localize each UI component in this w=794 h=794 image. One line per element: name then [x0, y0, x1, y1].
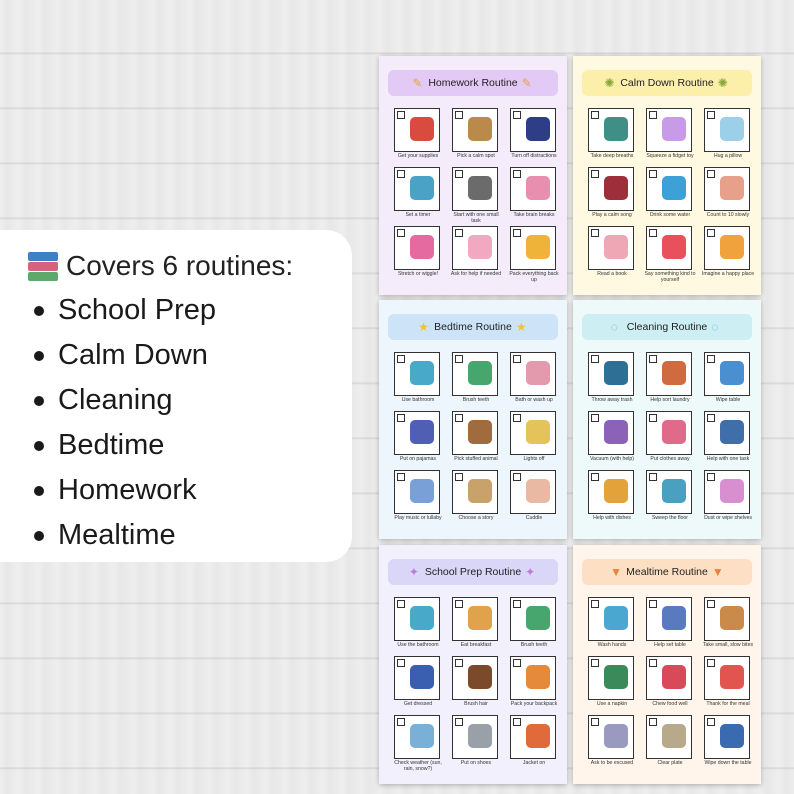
task-illustration [468, 235, 492, 259]
task-card [704, 656, 750, 707]
task-label: Set a timer [405, 212, 431, 218]
task-card [510, 411, 556, 462]
task-grid [394, 108, 559, 283]
task-checkbox[interactable] [455, 170, 463, 178]
task-grid [394, 352, 556, 521]
task-illustration [720, 479, 744, 503]
sheet-title-text: Cleaning Routine [626, 321, 708, 333]
task-card [394, 352, 440, 403]
task-checkbox[interactable] [455, 473, 463, 481]
task-illustration [604, 724, 628, 748]
task-card [702, 597, 754, 648]
task-label: Choose a story [458, 515, 494, 521]
task-illustration [720, 235, 744, 259]
task-illustration [468, 606, 492, 630]
task-illustration [662, 361, 686, 385]
sheet-title [582, 559, 752, 585]
routine-sheet [379, 545, 567, 784]
task-checkbox[interactable] [397, 600, 405, 608]
carrot-icon: ▼ [610, 565, 623, 579]
sheet-title [582, 314, 752, 340]
task-card [588, 226, 634, 277]
task-card [646, 597, 692, 648]
task-label: Drink some water [649, 212, 691, 218]
task-label: Use bathroom [401, 397, 435, 403]
task-card [701, 226, 755, 277]
task-card [588, 470, 634, 521]
routine-label: Homework [58, 474, 197, 506]
task-label: Cuddle [525, 515, 543, 521]
task-illustration [410, 479, 434, 503]
task-card [588, 715, 634, 766]
task-card [510, 167, 556, 218]
routine-sheet [573, 56, 761, 295]
task-checkbox[interactable] [591, 355, 599, 363]
task-card [646, 470, 692, 521]
routine-list [30, 288, 216, 558]
bullet-icon [34, 306, 44, 316]
task-illustration [468, 479, 492, 503]
task-checkbox[interactable] [397, 659, 405, 667]
task-card [452, 656, 498, 707]
task-illustration [410, 176, 434, 200]
task-checkbox[interactable] [397, 718, 405, 726]
task-checkbox[interactable] [513, 355, 521, 363]
routine-label: Bedtime [58, 429, 165, 461]
routine-sheet [379, 300, 567, 539]
task-label: Hug a pillow [713, 153, 743, 159]
headline [28, 250, 293, 282]
routine-list-item [30, 288, 216, 333]
task-card [646, 352, 692, 403]
task-label: Say something kind to yourself [644, 271, 696, 283]
task-illustration [604, 420, 628, 444]
task-checkbox[interactable] [649, 355, 657, 363]
task-illustration [410, 361, 434, 385]
task-label: Chew food well [652, 701, 688, 707]
task-checkbox[interactable] [591, 111, 599, 119]
task-card [394, 470, 442, 521]
task-illustration [526, 724, 550, 748]
task-label: Play a calm song [592, 212, 632, 218]
task-label: Use a napkin [596, 701, 628, 707]
task-illustration [410, 117, 434, 141]
routine-label: Cleaning [58, 384, 173, 416]
sheet-title [388, 70, 558, 96]
task-checkbox[interactable] [649, 600, 657, 608]
task-label: Eat breakfast [460, 642, 492, 648]
task-illustration [410, 235, 434, 259]
routine-list-item [30, 468, 216, 513]
task-illustration [604, 235, 628, 259]
task-label: Help sort laundry [650, 397, 690, 403]
task-card [394, 656, 440, 707]
task-checkbox[interactable] [649, 229, 657, 237]
task-card [510, 108, 557, 159]
task-label: Get dressed [403, 701, 433, 707]
task-card [452, 108, 498, 159]
task-checkbox[interactable] [649, 718, 657, 726]
task-checkbox[interactable] [455, 229, 463, 237]
task-label: Put clothes away [650, 456, 690, 462]
task-card [394, 226, 440, 277]
task-illustration [720, 117, 744, 141]
task-label: Brush hair [464, 701, 488, 707]
task-checkbox[interactable] [649, 170, 657, 178]
task-checkbox[interactable] [513, 414, 521, 422]
task-label: Squeeze a fidget toy [646, 153, 694, 159]
task-label: Pack your backpack [510, 701, 558, 707]
task-checkbox[interactable] [707, 170, 715, 178]
task-checkbox[interactable] [707, 229, 715, 237]
bullet-icon [34, 351, 44, 361]
task-illustration [468, 117, 492, 141]
task-checkbox[interactable] [707, 473, 715, 481]
task-label: Bath or wash up [515, 397, 553, 403]
sheet-title [388, 559, 558, 585]
task-checkbox[interactable] [455, 355, 463, 363]
task-illustration [410, 724, 434, 748]
task-checkbox[interactable] [513, 473, 521, 481]
task-label: Stretch or wiggle! [397, 271, 439, 277]
task-checkbox[interactable] [591, 659, 599, 667]
task-card [588, 597, 634, 648]
task-checkbox[interactable] [591, 718, 599, 726]
task-checkbox[interactable] [707, 111, 715, 119]
task-checkbox[interactable] [397, 111, 405, 119]
task-label: Play music or lullaby [394, 515, 442, 521]
task-checkbox[interactable] [455, 718, 463, 726]
sun-icon: ✺ [604, 76, 615, 90]
task-label: Lights off [523, 456, 545, 462]
task-checkbox[interactable] [707, 659, 715, 667]
task-checkbox[interactable] [707, 414, 715, 422]
task-card [510, 470, 556, 521]
task-card [510, 715, 556, 766]
sheet-title-text: Calm Down Routine [620, 77, 714, 89]
task-checkbox[interactable] [455, 659, 463, 667]
task-label: Wipe table [715, 397, 741, 403]
task-card [704, 715, 752, 766]
bubbles-icon: ◌ [610, 320, 618, 334]
task-illustration [604, 606, 628, 630]
task-checkbox[interactable] [591, 414, 599, 422]
sheet-title-text: Homework Routine [428, 77, 518, 89]
task-checkbox[interactable] [649, 473, 657, 481]
task-card [704, 167, 750, 218]
headline-text: Covers 6 routines: [66, 250, 294, 281]
task-illustration [662, 235, 686, 259]
task-label: Help with dishes [593, 515, 631, 521]
task-illustration [526, 420, 550, 444]
task-label: Pick stuffed animal [454, 456, 498, 462]
task-checkbox[interactable] [649, 111, 657, 119]
task-illustration [526, 606, 550, 630]
task-label: Read a book [597, 271, 627, 277]
task-card [510, 656, 558, 707]
task-card [646, 411, 692, 462]
task-illustration [526, 479, 550, 503]
task-illustration [468, 724, 492, 748]
task-label: Help with one task [706, 456, 750, 462]
task-checkbox[interactable] [513, 111, 521, 119]
task-checkbox[interactable] [397, 414, 405, 422]
task-label: Wash hands [597, 642, 627, 648]
task-checkbox[interactable] [707, 355, 715, 363]
task-checkbox[interactable] [455, 600, 463, 608]
task-illustration [662, 420, 686, 444]
task-illustration [720, 665, 744, 689]
task-illustration [720, 724, 744, 748]
task-card [394, 108, 440, 159]
task-label: Turn off distractions [511, 153, 557, 159]
task-illustration [720, 176, 744, 200]
task-checkbox[interactable] [513, 718, 521, 726]
task-illustration [662, 606, 686, 630]
task-label: Wipe down the table [704, 760, 752, 766]
task-checkbox[interactable] [397, 170, 405, 178]
task-label: Start with one small task [453, 212, 499, 224]
task-card [510, 352, 556, 403]
task-card [704, 352, 750, 403]
task-card [646, 715, 692, 766]
task-checkbox[interactable] [513, 170, 521, 178]
task-card [452, 597, 498, 648]
task-card [646, 108, 694, 159]
task-label: Use the bathroom [397, 642, 439, 648]
task-card [644, 226, 696, 283]
task-card [646, 167, 692, 218]
task-card [394, 715, 442, 772]
task-card [394, 411, 440, 462]
task-card [452, 470, 498, 521]
task-label: Jacket on [522, 760, 546, 766]
task-card [588, 411, 634, 462]
task-illustration [720, 606, 744, 630]
task-illustration [604, 665, 628, 689]
task-card [509, 226, 559, 283]
task-card [510, 597, 556, 648]
task-checkbox[interactable] [513, 659, 521, 667]
bubbles-icon: ◌ [711, 320, 719, 334]
star-icon: ★ [515, 320, 527, 334]
sheet-title-text: Mealtime Routine [626, 566, 708, 578]
task-label: Thank for the meal [706, 701, 750, 707]
task-grid [588, 597, 754, 766]
bullet-icon [34, 531, 44, 541]
task-label: Ask for help if needed [450, 271, 502, 277]
task-checkbox[interactable] [649, 659, 657, 667]
task-illustration [662, 665, 686, 689]
task-card [450, 226, 502, 277]
task-illustration [468, 665, 492, 689]
task-card [452, 352, 498, 403]
task-label: Dust or wipe shelves [704, 515, 752, 521]
routine-list-item [30, 333, 216, 378]
routine-label: Mealtime [58, 519, 176, 551]
routine-sheet [379, 56, 567, 295]
routine-sheet [573, 545, 761, 784]
bullet-icon [34, 396, 44, 406]
sparkle-icon: ✦ [525, 565, 536, 579]
task-illustration [604, 479, 628, 503]
task-card [588, 656, 634, 707]
task-card [704, 411, 750, 462]
task-checkbox[interactable] [397, 473, 405, 481]
books-icon [28, 250, 58, 282]
task-illustration [468, 420, 492, 444]
task-label: Get your supplies [397, 153, 439, 159]
task-label: Imagine a happy place [701, 271, 755, 277]
task-label: Ask to be excused [590, 760, 634, 766]
routine-list-item [30, 378, 216, 423]
task-label: Put on shoes [460, 760, 492, 766]
sun-icon: ✺ [717, 76, 728, 90]
task-illustration [526, 665, 550, 689]
task-card [588, 108, 634, 159]
sheet-title [388, 314, 558, 340]
sheet-title-text: School Prep Routine [424, 566, 522, 578]
task-label: Help set table [654, 642, 686, 648]
task-card [394, 597, 440, 648]
routine-sheet [573, 300, 761, 539]
task-illustration [662, 724, 686, 748]
task-illustration [662, 479, 686, 503]
task-checkbox[interactable] [397, 229, 405, 237]
task-checkbox[interactable] [513, 229, 521, 237]
task-label: Clear plate [657, 760, 683, 766]
task-label: Vacuum (with help) [589, 456, 634, 462]
task-card [646, 656, 692, 707]
task-checkbox[interactable] [707, 600, 715, 608]
task-illustration [410, 665, 434, 689]
routine-label: School Prep [58, 294, 216, 326]
task-checkbox[interactable] [591, 229, 599, 237]
task-label: Brush teeth [520, 642, 548, 648]
task-grid [588, 108, 755, 283]
task-card [704, 470, 752, 521]
task-illustration [468, 361, 492, 385]
task-illustration [468, 176, 492, 200]
task-label: Throw away trash [591, 397, 633, 403]
task-illustration [604, 117, 628, 141]
task-checkbox[interactable] [513, 600, 521, 608]
task-illustration [720, 361, 744, 385]
task-grid [588, 352, 752, 521]
task-illustration [526, 117, 550, 141]
task-checkbox[interactable] [649, 414, 657, 422]
task-card [704, 108, 750, 159]
task-illustration [720, 420, 744, 444]
task-illustration [662, 117, 686, 141]
task-label: Pick a calm spot [457, 153, 495, 159]
task-label: Take deep breaths [590, 153, 634, 159]
task-label: Sweep the floor [651, 515, 689, 521]
task-label: Put on pajamas [399, 456, 437, 462]
sheet-title [582, 70, 752, 96]
task-label: Count to 10 slowly [706, 212, 750, 218]
task-card [588, 352, 634, 403]
task-checkbox[interactable] [455, 414, 463, 422]
bullet-icon [34, 486, 44, 496]
task-checkbox[interactable] [397, 355, 405, 363]
carrot-icon: ▼ [711, 565, 724, 579]
task-label: Take small, slow bites [702, 642, 754, 648]
routine-label: Calm Down [58, 339, 208, 371]
task-card [452, 167, 499, 224]
task-card [588, 167, 634, 218]
routine-list-item [30, 513, 216, 558]
task-illustration [410, 420, 434, 444]
task-illustration [526, 176, 550, 200]
routine-list-item [30, 423, 216, 468]
task-label: Pack everything back up [509, 271, 559, 283]
sparkle-icon: ✦ [408, 565, 419, 579]
task-illustration [410, 606, 434, 630]
task-label: Check weather (sun, rain, snow?) [394, 760, 442, 772]
task-checkbox[interactable] [591, 473, 599, 481]
bullet-icon [34, 441, 44, 451]
task-illustration [604, 361, 628, 385]
task-checkbox[interactable] [591, 600, 599, 608]
task-card [452, 411, 498, 462]
task-illustration [526, 361, 550, 385]
task-card [452, 715, 498, 766]
task-checkbox[interactable] [591, 170, 599, 178]
task-checkbox[interactable] [707, 718, 715, 726]
task-illustration [662, 176, 686, 200]
star-icon: ★ [418, 320, 429, 334]
sheet-title-text: Bedtime Routine [434, 321, 512, 333]
task-label: Brush teeth [462, 397, 490, 403]
task-checkbox[interactable] [455, 111, 463, 119]
task-illustration [604, 176, 628, 200]
pencil-icon: ✎ [412, 76, 423, 90]
task-card [394, 167, 440, 218]
task-grid [394, 597, 558, 772]
task-illustration [526, 235, 550, 259]
pencil-icon: ✎ [521, 76, 532, 90]
task-label: Take brain breaks [513, 212, 555, 218]
routines-feature-card [0, 230, 352, 562]
